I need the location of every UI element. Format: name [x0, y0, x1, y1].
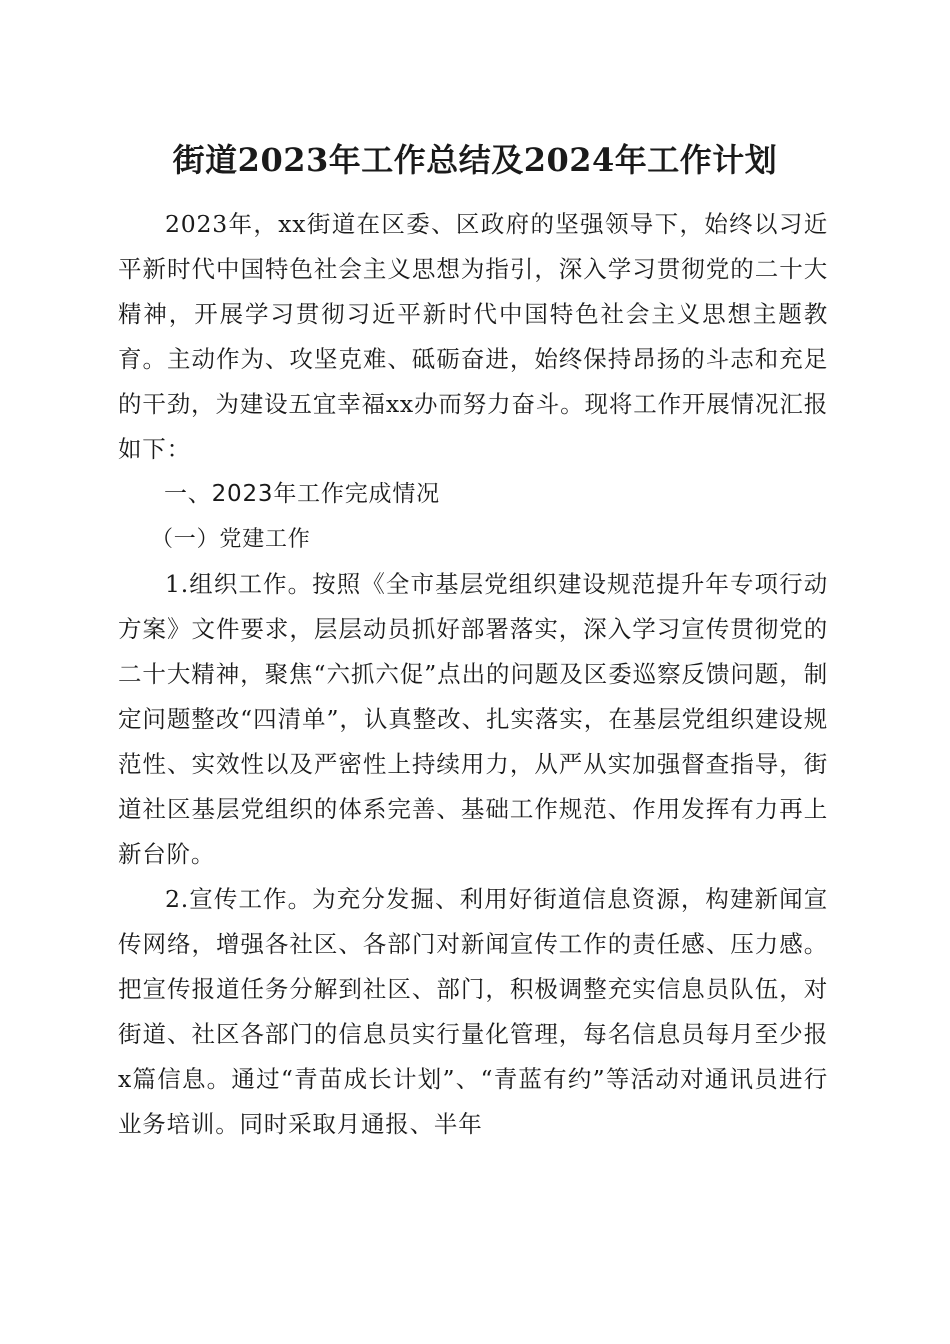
section-heading-1: 一、2023年工作完成情况	[164, 481, 440, 507]
intro-paragraph: 2023年，xx街道在区委、区政府的坚强领导下，始终以习近平新时代中国特色社会主义思想为指引，深入学习贯彻党的二十大精神，开展学习贯彻习近平新时代中国特色社会主义思想主题教育。主动作为、攻坚克难、砥砺奋进，始终保持昂扬的斗志和充足的干劲，为建设五宜幸福xx办而努力奋斗。现将工作开展情况汇报如下：	[118, 210, 828, 463]
paragraph-publicity-work: 2.宣传工作。为充分发掘、利用好街道信息资源，构建新闻宣传网络，增强各社区、各部门对新闻宣传工作的责任感、压力感。把宣传报道任务分解到社区、部门，积极调整充实信息员队伍，对街道、社区各部门的信息员实行量化管理，每名信息员每月至少报x篇信息。通过“青苗成长计划”、“青蓝有约”等活动对通讯员进行业务培训。同时采取月通报、半年	[118, 885, 828, 1138]
subsection-heading-party-building: （一）党建工作	[151, 527, 311, 552]
document-body	[118, 202, 828, 1147]
paragraph-organization-work: 1.组织工作。按照《全市基层党组织建设规范提升年专项行动方案》文件要求，层层动员抓好部署落实，深入学习宣传贯彻党的二十大精神，聚焦“六抓六促”点出的问题及区委巡察反馈问题，制定问题整改“四清单”，认真整改、扎实落实，在基层党组织建设规范性、实效性以及严密性上持续用力，从严从实加强督查指导，街道社区基层党组织的体系完善、基础工作规范、作用发挥有力再上新台阶。	[118, 570, 828, 868]
document-title: 街道2023年工作总结及2024年工作计划	[172, 141, 778, 179]
